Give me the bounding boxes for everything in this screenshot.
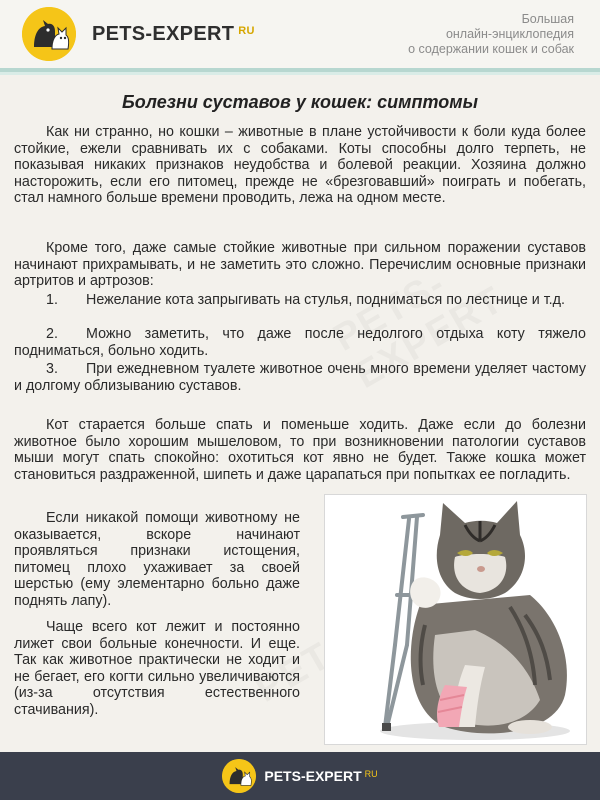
list-number: 3. — [46, 361, 58, 377]
tagline-line: онлайн-энциклопедия — [445, 27, 574, 41]
article-paragraph: Чаще всего кот лежит и постоянно лижет свои больные конечности. И еще. Так как животное практически не ходит и не бегает, его когти сильно увеличиваются (из-за отсутствия естественного стачивания). — [14, 619, 300, 718]
footer-brand: PETS-EXPERT — [264, 768, 362, 784]
list-number: 1. — [46, 292, 58, 308]
footer-brand-suffix: RU — [364, 769, 378, 779]
brand-text: PETS-EXPERT — [92, 22, 235, 45]
list-text: При ежедневном туалете животное очень много времени уделяет частому и долгому облизыванию суставов. — [14, 361, 586, 394]
article-paragraph: Кроме того, даже самые стойкие животные при сильном поражении суставов начинают прихрамывать, и не заметить это сложно. Перечислим основные признаки артритов и артрозов: — [14, 240, 586, 289]
site-tagline — [408, 12, 574, 57]
site-footer — [0, 752, 600, 800]
list-text: Нежелание кота запрыгивать на стулья, подниматься по лестнице и т.д. — [86, 292, 565, 308]
symptom-list-item — [14, 292, 586, 309]
article-paragraph: Как ни странно, но кошки – животные в плане устойчивости к боли куда более стойкие, ежели сравнивать их с собаками. Коты способны долго терпеть, не показывая никаких признаков неудобства и болевой реакции. Хозяина должно насторожить, если его питомец, прежде не «брезговавший» поиграть и побегать, стал намного больше времени проводить, лежа на одном месте. — [14, 124, 586, 206]
brand-name — [92, 23, 255, 46]
footer-logo[interactable] — [222, 759, 377, 793]
tagline-line: Большая — [521, 12, 574, 26]
brand-suffix: RU — [238, 24, 255, 37]
site-header — [0, 0, 600, 72]
footer-logo-pets-icon — [222, 759, 256, 793]
article-paragraph: Если никакой помощи животному не оказывается, вскоре начинают проявляться признаки истощения, питомец плохо ухаживает за своей шерстью (ему элементарно больно даже поднять лапу). — [14, 510, 300, 609]
tagline-line: о содержании кошек и собак — [408, 42, 574, 56]
article-title: Болезни суставов у кошек: симптомы — [122, 92, 478, 112]
article-paragraph: Кот старается больше спать и поменьше ходить. Даже если до болезни животное было хорошим мышеловом, то при возникновении патологии суставов мыши могут спать спокойно: охотиться кот явно не будет. Также кошка может становиться раздраженной, шипеть и даже царапаться при попытках ее погладить. — [14, 417, 586, 483]
site-logo[interactable] — [22, 7, 255, 61]
symptom-list-item — [14, 361, 586, 394]
list-text: Можно заметить, что даже после недолгого отдыха коту тяжело подниматься, больно ходить. — [14, 326, 586, 359]
header-divider — [0, 72, 600, 75]
logo-pets-icon — [22, 7, 76, 61]
list-number: 2. — [46, 326, 58, 342]
symptom-list-item — [14, 326, 586, 359]
cat-with-crutch-photo — [324, 494, 587, 745]
